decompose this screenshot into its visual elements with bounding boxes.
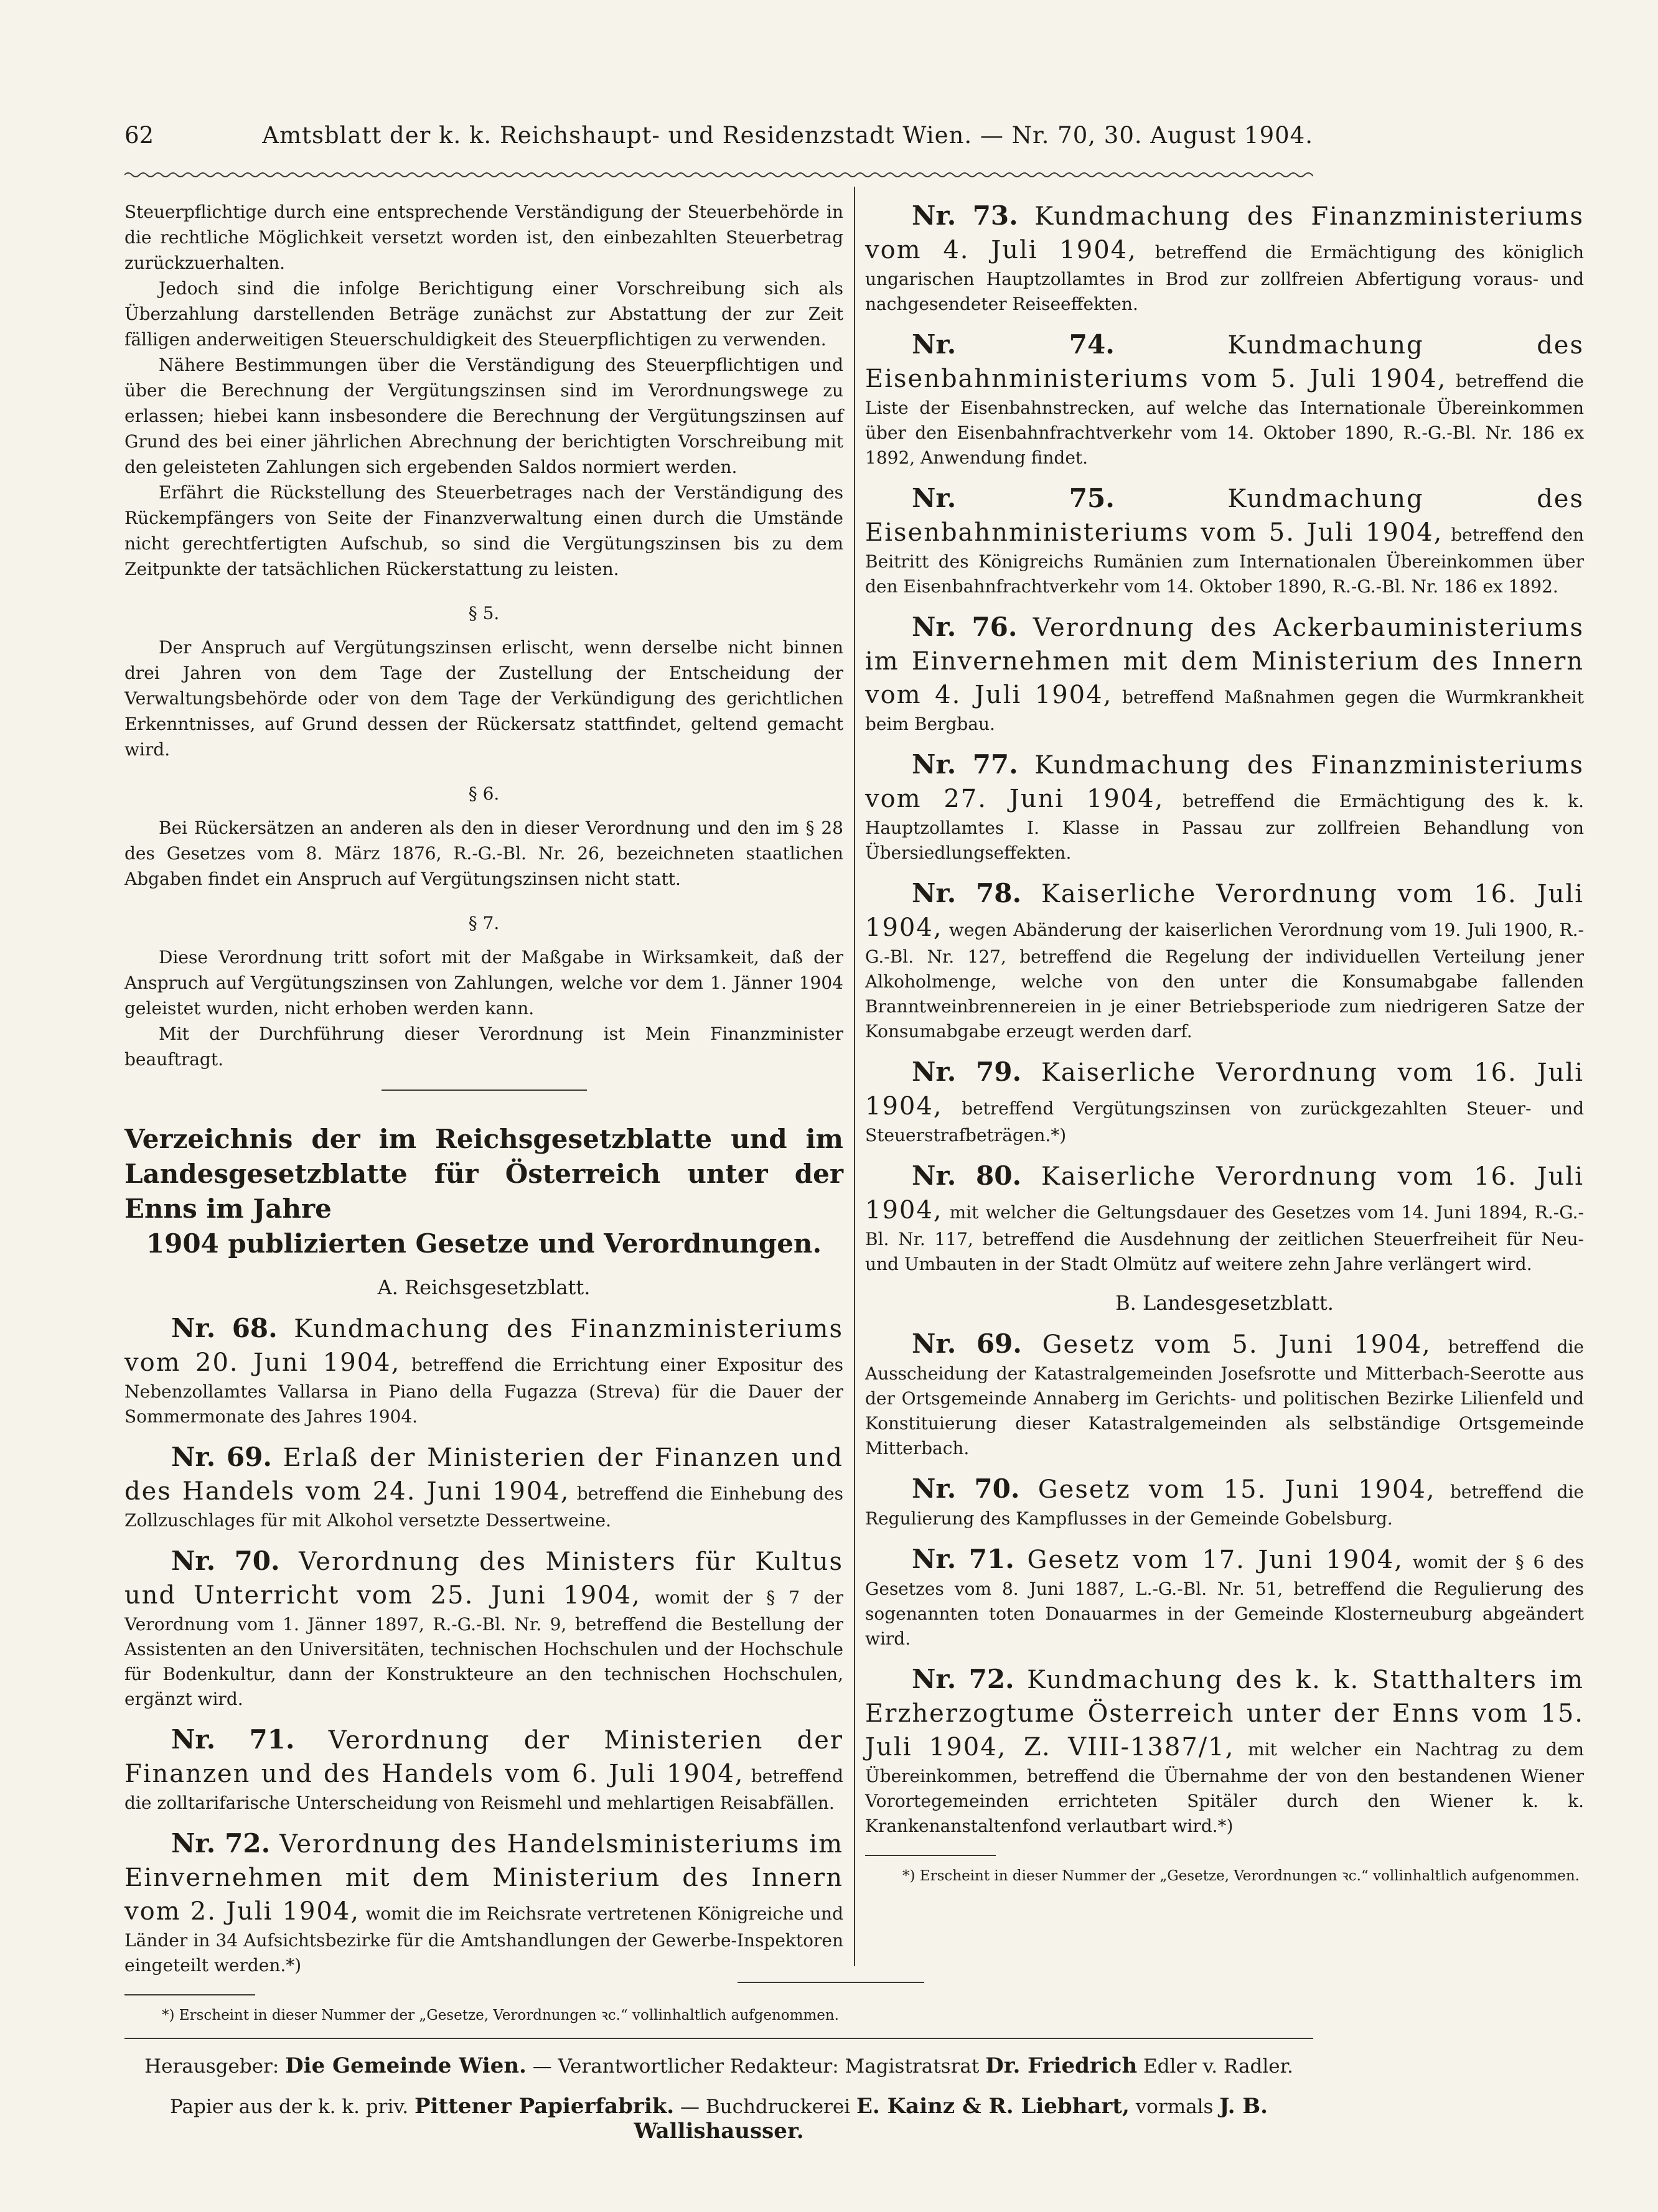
left-column [124, 199, 843, 2026]
entry-number: Nr. 77. [912, 749, 1018, 780]
entry-number: Nr. 72. [171, 1828, 271, 1859]
entry-text: betreffend Vergütungszinsen von zurückgezahlten Steuer- und Steuerstrafbeträgen.*) [865, 1098, 1585, 1146]
entry-text: betreffend die Ausscheidung der Katastralgemeinden Josefsrotte und Mitterbach-Seerotte aus der Ortsgemeinde Annaberg im Gerichts- und politischen Bezirke Lilienfeld und Konstituierung dieser Katastralgemeinden als selbständige Ortsgemeinde Mitterbach. [865, 1337, 1584, 1458]
list-item [865, 1472, 1584, 1531]
list-item [865, 328, 1584, 470]
separator-rule [738, 1982, 924, 1983]
imprint-editor-name: Dr. Friedrich [985, 2053, 1138, 2078]
paragraph: Steuerpflichtige durch eine entsprechende Verständigung der Steuerbehörde in die rechtliche Möglichkeit versetzt worden ist, den einbezahlten Steuerbetrag zurückzuerhalten. [124, 202, 843, 273]
list-item [865, 199, 1584, 317]
imprint-predecessor-name: J. B. Wallishausser. [634, 2094, 1268, 2144]
index-title [124, 1122, 843, 1261]
section-heading: § 5. [468, 603, 500, 623]
entry-text: womit die im Reichsrate vertretenen Königreiche und Länder in 34 Aufsichtsbezirke für die Amtshandlungen der Gewerbe-Inspektoren eingeteilt werden.*) [124, 1903, 844, 1976]
list-item [124, 1723, 843, 1816]
entry-lead: Verordnung des Ministers für Kultus und Unterricht vom 25. Juni 1904, [124, 1547, 843, 1610]
imprint-printer [124, 2094, 1313, 2144]
entry-lead: Verordnung des Ackerbauministeriums im Einvernehmen mit dem Ministerium des Innern vom 4. Juli 1904, [865, 614, 1584, 709]
imprint-text: Edler v. Radler. [1143, 2055, 1293, 2078]
entry-text: mit welcher ein Nachtrag zu dem Übereinkommen, betreffend die Übernahme der von den bestandenen Wiener Vorortegemeinden errichteten Spitäler durch den Wiener k. k. Krankenanstaltenfond verlautbart wird.*) [865, 1739, 1584, 1836]
subheading-landesgesetzblatt: B. Landesgesetzblatt. [1115, 1291, 1334, 1315]
entry-text: betreffend die Errichtung einer Expositur des Nebenzollamtes Vallarsa in Piano della Fugazza (Streva) für die Dauer der Sommermonate des Jahres 1904. [124, 1355, 844, 1427]
list-item [865, 1159, 1584, 1277]
paragraph: Bei Rückersätzen an anderen als den in dieser Verordnung und den im § 28 des Gesetzes vom 8. März 1876, R.-G.-Bl. Nr. 26, bezeichneten staatlichen Abgaben findet ein Anspruch auf Vergütungszinsen nicht statt. [124, 818, 843, 889]
entry-list [865, 199, 1584, 1277]
entry-text: betreffend die Ermächtigung des k. k. Hauptzollamtes I. Klasse in Passau zur zollfreien Behandlung von Übersiedlungseffekten. [865, 791, 1584, 863]
wavy-rule [124, 169, 1313, 180]
paragraph: Erfährt die Rückstellung des Steuerbetrages nach der Verständigung des Rückempfängers von Seite der Finanzverwaltung einen durch die Umstände nicht gerechtfertigten Aufschub, so sind die Vergütungszinsen bis zu dem Zeitpunkte der tatsächlichen Rückerstattung zu leisten. [124, 482, 843, 579]
entry-number: Nr. 70. [171, 1546, 280, 1576]
right-column [865, 199, 1584, 1887]
entry-number: Nr. 76. [912, 612, 1018, 642]
entry-number: Nr. 68. [171, 1313, 278, 1343]
entry-number: Nr. 70. [912, 1473, 1020, 1504]
list-item [865, 877, 1584, 1044]
separator-rule [382, 1090, 587, 1091]
entry-number: Nr. 69. [912, 1328, 1022, 1359]
entry-number: Nr. 80. [912, 1160, 1022, 1191]
list-item [124, 1827, 843, 1978]
entry-lead: Kaiserliche Verordnung vom 16. Juli 1904, [865, 1058, 1584, 1121]
index-title-line: 1904 publizierten Gesetze und Verordnungen. [146, 1228, 822, 1259]
entry-number: Nr. 78. [912, 878, 1022, 908]
entry-lead: Verordnung des Handelsministeriums im Einvernehmen mit dem Ministerium des Innern vom 2. Juli 1904, [124, 1830, 844, 1926]
imprint-text: vormals [1135, 2096, 1214, 2118]
footnote: *) Erscheint in dieser Nummer der „Gesetze, Verordnungen ꝛc.“ vollinhaltlich aufgenommen. [902, 1868, 1580, 1884]
footnote: *) Erscheint in dieser Nummer der „Gesetze, Verordnungen ꝛc.“ vollinhaltlich aufgenommen. [162, 2007, 839, 2023]
entry-number: Nr. 71. [912, 1544, 1014, 1574]
subheading-reichsgesetzblatt: A. Reichsgesetzblatt. [377, 1276, 591, 1299]
entry-text: betreffend die Einhebung des Zollzuschlages für mit Alkohol versetzte Dessertweine. [124, 1483, 843, 1531]
imprint-text: Herausgeber: [144, 2055, 279, 2078]
entry-text: betreffend die Liste der Eisenbahnstrecken, auf welche das Internationale Übereinkommen über den Eisenbahnfrachtverkehr vom 14. Oktober 1890, R.-G.-Bl. Nr. 186 ex 1892, Anwendung findet. [865, 371, 1584, 468]
imprint-text: Papier aus der k. k. priv. [170, 2096, 409, 2118]
column-divider [854, 187, 855, 1966]
entry-text: womit der § 7 der Verordnung vom 1. Jänner 1897, R.-G.-Bl. Nr. 9, betreffend die Bestellung der Assistenten an den Universitäten, technischen Hochschulen und der Hochschule für Bodenkultur, dann der Konstrukteure an den technischen Hochschulen, ergänzt wird. [124, 1587, 844, 1709]
list-item [865, 610, 1584, 737]
section-heading: § 7. [468, 913, 500, 933]
entry-number: Nr. 74. [912, 329, 1115, 360]
entry-number: Nr. 72. [912, 1664, 1014, 1694]
entry-text: betreffend Maßnahmen gegen die Wurmkrankheit beim Bergbau. [865, 687, 1584, 734]
entry-text: mit welcher die Geltungsdauer des Gesetzes vom 14. Juni 1894, R.-G.-Bl. Nr. 117, betreffend die Ausdehnung der zeitlichen Steuerfreiheit für Neu- und Umbauten in der Stadt Olmütz auf weitere zehn Jahre verlängert wird. [865, 1202, 1584, 1274]
imprint-publisher [124, 2053, 1313, 2078]
paragraph: Diese Verordnung tritt sofort mit der Maßgabe in Wirksamkeit, daß der Anspruch auf Vergütungszinsen von Zahlungen, welche vor dem 1. Jänner 1904 geleistet wurden, nicht erhoben werden kann. [124, 947, 843, 1019]
list-item [124, 1312, 843, 1429]
entry-lead: Kundmachung des Finanzministeriums vom 20. Juni 1904, [124, 1315, 843, 1377]
entry-number: Nr. 71. [171, 1724, 295, 1755]
entry-lead: Kundmachung des Finanzministeriums vom 4. Juli 1904, [865, 202, 1584, 264]
entry-number: Nr. 73. [912, 200, 1018, 231]
entry-lead: Kundmachung des Eisenbahnministeriums vom 5. Juli 1904, [865, 485, 1584, 547]
list-item [865, 482, 1584, 599]
entry-lead: Kaiserliche Verordnung vom 16. Juli 1904, [865, 1162, 1584, 1225]
entry-text: betreffend die zolltarifarische Unterscheidung von Reismehl und mehlartigen Reisabfällen. [124, 1766, 843, 1813]
entry-number: Nr. 75. [912, 483, 1115, 513]
page-header [124, 122, 1313, 159]
list-item [865, 1542, 1584, 1651]
paragraph: Jedoch sind die infolge Berichtigung einer Vorschreibung sich als Überzahlung darstellenden Beträge zunächst zur Abstattung der zur Zeit fälligen anderweitigen Steuerschuldigkeit des Steuerpflichtigen zu verwenden. [124, 278, 843, 350]
list-item [124, 1544, 843, 1712]
entry-text: betreffend die Regulierung des Kampflusses in der Gemeinde Gobelsburg. [865, 1482, 1584, 1529]
paragraph: Nähere Bestimmungen über die Verständigung des Steuerpflichtigen und über die Berechnung der Vergütungszinsen sind im Verordnungswege zu erlassen; hiebei kann insbesondere die Berechnung der Vergütungszinsen auf Grund des bei einer jährlichen Abrechnung der berichtigten Vorschreibung mit den geleisteten Zahlungen sich ergebenden Saldos normiert werden. [124, 355, 843, 477]
entry-lead: Erlaß der Ministerien der Finanzen und des Handels vom 24. Juni 1904, [124, 1444, 844, 1506]
entry-text: betreffend die Ermächtigung des königlich ungarischen Hauptzollamtes in Brod zur zollfreien Abfertigung voraus- und nachgesendeter Reiseeffekten. [865, 242, 1585, 314]
index-title-line: Verzeichnis der im Reichsgesetzblatte und im Landesgesetzblatte für Österreich unter der Enns im Jahre [124, 1124, 843, 1224]
entry-lead: Kaiserliche Verordnung vom 16. Juli 1904, [865, 880, 1584, 942]
imprint-printer-name: E. Kainz & R. Liebhart, [856, 2094, 1130, 2119]
entry-lead: Kundmachung des Eisenbahnministeriums vom 5. Juli 1904, [865, 331, 1584, 393]
footnote-rule [865, 1855, 996, 1856]
entry-lead: Gesetz vom 15. Juni 1904, [1037, 1475, 1436, 1504]
imprint-paper-mill: Pittener Papierfabrik. [414, 2094, 675, 2119]
list-item [865, 748, 1584, 866]
list-item [865, 1327, 1584, 1461]
entry-list [865, 1327, 1584, 1839]
entry-lead: Kundmachung des Finanzministeriums vom 27. Juni 1904, [865, 751, 1584, 813]
running-title: Amtsblatt der k. k. Reichshaupt- und Residenzstadt Wien. — Nr. 70, 30. August 1904. [262, 122, 1313, 149]
entry-list [124, 1312, 843, 1978]
entry-lead: Gesetz vom 5. Juni 1904, [1042, 1330, 1431, 1359]
entry-text: womit der § 6 des Gesetzes vom 8. Juni 1887, L.-G.-Bl. Nr. 51, betreffend die Regulierung des sogenannten toten Donauarmes in der Gemeinde Klosterneuburg abgeändert wird. [865, 1552, 1585, 1649]
list-item [124, 1440, 843, 1533]
imprint-text: — Buchdruckerei [680, 2096, 851, 2118]
paragraph: Der Anspruch auf Vergütungszinsen erlischt, wenn derselbe nicht binnen drei Jahren von dem Tage der Zustellung der Entscheidung der Verwaltungsbehörde oder von dem Tage der Verkündigung des gerichtlichen Erkenntnisses, auf Grund dessen der Rückersatz stattfindet, geltend gemacht wird. [124, 637, 843, 760]
list-item [865, 1055, 1584, 1148]
entry-lead: Verordnung der Ministerien der Finanzen und des Handels vom 6. Juli 1904, [124, 1726, 844, 1788]
entry-number: Nr. 79. [912, 1057, 1022, 1087]
entry-text: wegen Abänderung der kaiserlichen Verordnung vom 19. Juli 1900, R.-G.-Bl. Nr. 127, betreffend die Regelung der individuellen Verteilung jener Alkoholmenge, welche von den unter die Konsumabgabe fallenden Branntweinbrennereien in je einer Betriebsperiode zum niedrigeren Satze der Konsumabgabe erzeugt werden darf. [865, 920, 1585, 1042]
imprint-text: — Verantwortlicher Redakteur: Magistratsrat [532, 2055, 980, 2078]
entry-number: Nr. 69. [171, 1442, 272, 1472]
section-heading: § 6. [468, 783, 500, 804]
page-number: 62 [124, 122, 154, 149]
entry-lead: Gesetz vom 17. Juni 1904, [1027, 1546, 1403, 1574]
entry-lead: Kundmachung des k. k. Statthalters im Erzherzogtume Österreich unter der Enns vom 15. Juli 1904, Z. VIII-1387/1, [865, 1666, 1584, 1762]
list-item [865, 1663, 1584, 1839]
footnote-rule [124, 1994, 255, 1995]
imprint-publisher-name: Die Gemeinde Wien. [285, 2053, 527, 2078]
paragraph: Mit der Durchführung dieser Verordnung ist Mein Finanzminister beauftragt. [124, 1024, 843, 1070]
entry-text: betreffend den Beitritt des Königreichs Rumänien zum Internationalen Übereinkommen über den Eisenbahnfrachtverkehr vom 14. Oktober 1890, R.-G.-Bl. Nr. 186 ex 1892. [865, 525, 1584, 597]
imprint-rule [124, 2038, 1313, 2039]
